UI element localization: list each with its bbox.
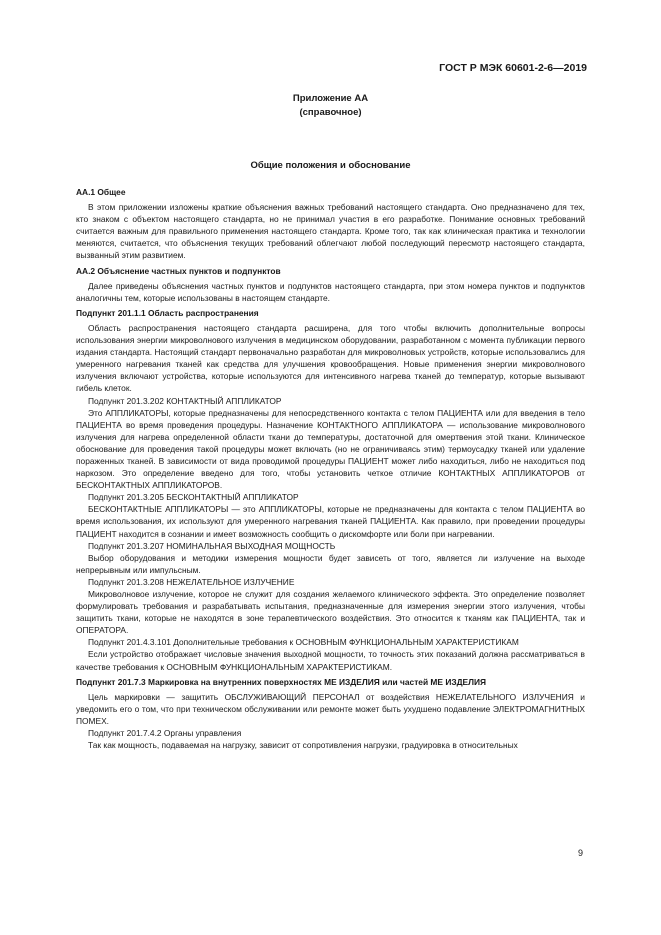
subsection-heading: Подпункт 201.1.1 Область распространения	[76, 307, 259, 318]
paragraph-text: Подпункт 201.7.4.2 Органы управления	[88, 728, 242, 739]
body-paragraph	[76, 503, 585, 539]
body-paragraph	[76, 691, 585, 727]
paragraph-text: Так как мощность, подаваемая на нагрузку, зависит от сопротивления нагрузки, градуировка в относительных	[88, 740, 518, 751]
paragraph-text: БЕСКОНТАКТНЫЕ АППЛИКАТОРЫ — это АППЛИКАТОРЫ, которые не предназначены для контакта с телом ПАЦИЕНТА во время использования, их используют для умеренного нагревания тканей ПАЦИЕНТА. Как правило, при проведении процедуры ПАЦИЕНТ находится в сознании и имеет возможность сообщить о дискомфорте или боли при нагревании.	[76, 504, 585, 539]
annex-subtitle: (справочное)	[299, 107, 362, 118]
paragraph-text: Цель маркировки — защитить ОБСЛУЖИВАЮЩИЙ ПЕРСОНАЛ от воздействия НЕЖЕЛАТЕЛЬНОГО ИЗЛУЧЕНИЯ и уведомить его о том, что при техническом обслуживании или ремонте может быть ухудшено подавление ЭЛЕКТРОМАГНИТНЫХ ПОМЕХ.	[76, 691, 585, 726]
annex-heading	[0, 92, 661, 120]
paragraph-text: Это АППЛИКАТОРЫ, которые предназначены для непосредственного контакта с телом ПАЦИЕНТА или для введения в тело ПАЦИЕНТА во время проведения процедуры. Назначение КОНТАКТНОГО АППЛИКАТОРА — использование микроволнового излучения для нагрева определенной области ткани до температуры, достаточной для омертвения этой ткани. Клиническое обоснование для проведения такой процедуры может включать (но не ограничиваясь этим) термоусадку тканей или удаление пораженных тканей. В зависимости от вида проводимой процедуры ПАЦИЕНТ может либо находиться, либо не находиться под наркозом. Это определение введено для того, чтобы установить четкое отличие КОНТАКТНЫХ АППЛИКАТОРОВ от БЕСКОНТАКТНЫХ АППЛИКАТОРОВ.	[76, 407, 585, 491]
document-body	[76, 186, 585, 751]
standard-header: ГОСТ Р МЭК 60601-2-6—2019	[439, 62, 587, 74]
body-paragraph	[76, 407, 585, 492]
page-number: 9	[577, 848, 583, 858]
body-paragraph	[76, 201, 585, 261]
paragraph-text: Далее приведены объяснения частных пунктов и подпунктов настоящего стандарта, при этом номера пунктов и подпунктов аналогичны тем, которые использованы в настоящем стандарте.	[76, 280, 585, 303]
body-paragraph	[76, 395, 585, 407]
paragraph-text: Микроволновое излучение, которое не служит для создания желаемого клинического эффекта. Это определение позволяет формулировать требования и разрабатывать испытания, предназначенные для измерения энергии этого излучения, чтобы защитить ткани, которые не находятся в зоне терапевтического воздействия. Это относится к тканям как ПАЦИЕНТА, так и ОПЕРАТОРА.	[76, 589, 585, 636]
paragraph-text: В этом приложении изложены краткие объяснения важных требований настоящего стандарта. Оно предназначено для тех, кто знаком с объектом настоящего стандарта, но не принимал участия в его разработке. Понимание основных требований считается важным для правильного применения настоящего стандарта. Кроме того, так как клиническая практика и технологии меняются, считается, что объяснения текущих требований облегчают любой последующий пересмотр настоящего стандарта, вызванный этим развитием.	[76, 202, 585, 261]
subsection-heading: АА.2 Объяснение частных пунктов и подпунктов	[76, 265, 281, 276]
body-paragraph	[76, 491, 585, 503]
annex-title: Приложение АА	[292, 93, 369, 104]
body-paragraph	[76, 588, 585, 636]
paragraph-text: Выбор оборудования и методики измерения мощности будет зависеть от того, является ли излучение на выходе непрерывным или импульсным.	[76, 552, 585, 575]
body-paragraph	[76, 576, 585, 588]
body-paragraph	[76, 648, 585, 672]
body-paragraph	[76, 727, 585, 739]
body-paragraph	[76, 636, 585, 648]
body-paragraph	[76, 552, 585, 576]
subsection-heading: АА.1 Общее	[76, 187, 126, 197]
section-title: Общие положения и обоснование	[250, 160, 411, 171]
paragraph-text: Подпункт 201.3.202 КОНТАКТНЫЙ АППЛИКАТОР	[88, 395, 282, 406]
body-paragraph	[76, 540, 585, 552]
body-paragraph	[76, 280, 585, 304]
paragraph-text: Подпункт 201.3.207 НОМИНАЛЬНАЯ ВЫХОДНАЯ МОЩНОСТЬ	[88, 540, 336, 551]
paragraph-text: Область распространения настоящего стандарта расширена, для того чтобы включить дополнительные вопросы использования энергии микроволнового излучения в медицинском оборудовании, разработанном с момента публикации первого издания стандарта. Настоящий стандарт первоначально разработан для микроволновых устройств, которые использовались для умеренного нагревания тканей как средства для улучшения кровообращения. Новые применения энергии микроволнового излучения включают устройства, которые используются для интенсивного нагрева тканей до температур, которые вызывают гибель клеток.	[76, 322, 585, 394]
paragraph-text: Подпункт 201.3.205 БЕСКОНТАКТНЫЙ АППЛИКАТОР	[88, 492, 299, 503]
paragraph-text: Если устройство отображает числовые значения выходной мощности, то точность этих показаний должна рассматриваться в качестве требования к ОСНОВНЫМ ФУНКЦИОНАЛЬНЫМ ХАРАКТЕРИСТИКАМ.	[76, 649, 585, 672]
paragraph-text: Подпункт 201.3.208 НЕЖЕЛАТЕЛЬНОЕ ИЗЛУЧЕНИЕ	[88, 576, 295, 587]
subsection-heading: Подпункт 201.7.3 Маркировка на внутренних поверхностях МЕ ИЗДЕЛИЯ или частей МЕ ИЗДЕЛИЯ	[76, 676, 487, 687]
paragraph-text: Подпункт 201.4.3.101 Дополнительные требования к ОСНОВНЫМ ФУНКЦИОНАЛЬНЫМ ХАРАКТЕРИСТИКАМ	[88, 637, 519, 648]
body-paragraph	[76, 322, 585, 395]
body-paragraph	[76, 739, 585, 751]
